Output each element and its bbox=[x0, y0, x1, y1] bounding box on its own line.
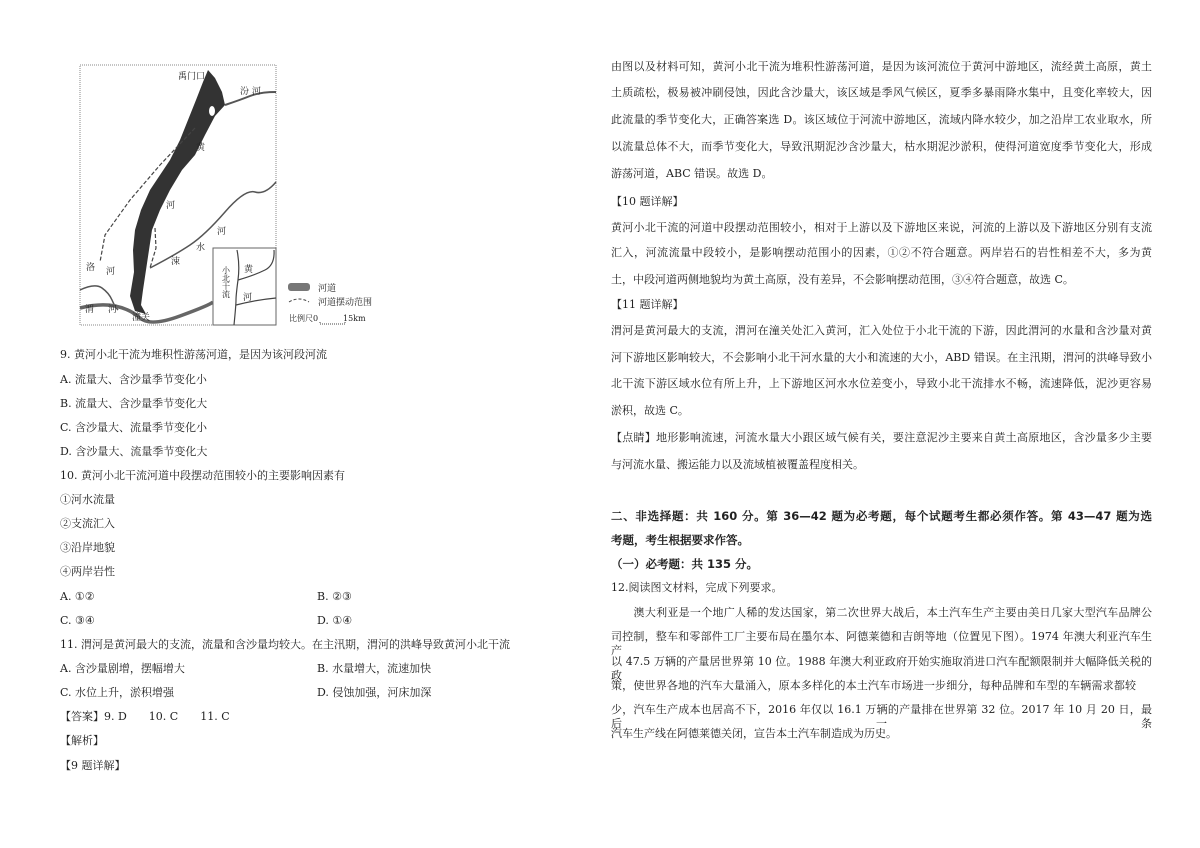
q10-item-4: ④两岸岩性 bbox=[60, 565, 115, 578]
label-inset-he: 河 bbox=[243, 293, 253, 303]
q11-option-b: B. 水量增大，流速加快 bbox=[317, 662, 432, 675]
tip-line: 【点睛】地形影响流速，河流水量大小跟区域气候有关，要注意泥沙主要来自黄土高原地区，含沙量多少主要 bbox=[611, 431, 1152, 444]
q9-explanation-line: 土质疏松，极易被冲刷侵蚀，因此含沙量大，该区域是季风气候区，夏季多暴雨降水集中，且变化率较大，因 bbox=[611, 86, 1152, 99]
q12-material-line: 汽车生产线在阿德莱德关闭，宣告本土汽车制造成为历史。 bbox=[611, 727, 897, 740]
legend-scale-label: 比例尺0 bbox=[289, 314, 319, 323]
legend-channel-swatch bbox=[288, 283, 310, 291]
q12-material-line: 澳大利亚是一个地广人稀的发达国家，第二次世界大战后，本土汽车生产主要由美日几家大型汽车品牌公 bbox=[611, 606, 1152, 619]
legend-swing-swatch bbox=[289, 299, 309, 302]
label-su: 涑 bbox=[171, 257, 181, 267]
q9-option-c: C. 含沙量大、流量季节变化小 bbox=[60, 421, 208, 434]
q9-detail-heading: 【9 题详解】 bbox=[60, 759, 126, 772]
label-huang: 黄 bbox=[196, 143, 206, 153]
answer-key: 【答案】9. D 10. C 11. C bbox=[60, 710, 230, 723]
q9-option-a: A. 流量大、含沙量季节变化小 bbox=[60, 373, 207, 386]
q10-option-d: D. ①④ bbox=[317, 614, 353, 627]
label-wei: 渭 bbox=[85, 305, 95, 315]
q9-explanation-line: 由图以及材料可知，黄河小北干流为堆积性游荡河道，是因为该河流位于黄河中游地区，流经黄土高原，黄土 bbox=[611, 60, 1152, 73]
section-heading: 考题，考生根据要求作答。 bbox=[611, 533, 749, 547]
q11-option-d: D. 侵蚀加强，河床加深 bbox=[317, 686, 432, 699]
question-10: 10. 黄河小北干流河道中段摆动范围较小的主要影响因素有 bbox=[60, 469, 345, 482]
q9-explanation-line: 游荡河道，ABC 错误。故选 D。 bbox=[611, 167, 773, 180]
q12-material-line: 以 47.5 万辆的产量居世界第 10 位。1988 年澳大利亚政府开始实施取消进口汽车配额限制并大幅降低关税的政 bbox=[611, 655, 1152, 682]
q11-explanation-line: 北干流下游区域水位有所上升，上下游地区河水水位差变小，导致小北干流排水不畅，流速降低，泥沙更容易 bbox=[611, 377, 1152, 390]
q10-detail-heading: 【10 题详解】 bbox=[611, 195, 684, 208]
label-luo: 洛 bbox=[86, 263, 96, 273]
label-he: 河 bbox=[217, 227, 227, 237]
q10-explanation-line: 土，中段河道两侧地貌均为黄土高原，没有差异，不会影响摆动范围，③④符合题意，故选 C。 bbox=[611, 273, 1074, 286]
label-he: 河 bbox=[166, 201, 176, 211]
q9-explanation-line: 此流量的季节变化大，正确答案选 D。该区域位于河流中游地区，流域内降水较少，加之沿岸工农业取水，所 bbox=[611, 113, 1152, 126]
q10-item-2: ②支流汇入 bbox=[60, 517, 115, 530]
question-9: 9. 黄河小北干流为堆积性游荡河道，是因为该河段河流 bbox=[60, 348, 327, 361]
label-inset-xiaobeiganliu: 小北干流 bbox=[221, 266, 231, 298]
label-shui: 水 bbox=[196, 243, 206, 253]
q9-explanation-line: 以流量总体不大，而季节变化大，导致汛期泥沙含沙量大，枯水期泥沙淤积，使得河道宽度季节变化大，形成 bbox=[611, 140, 1152, 153]
q11-option-c: C. 水位上升，淤积增强 bbox=[60, 686, 175, 699]
q11-explanation-line: 渭河是黄河最大的支流，渭河在潼关处汇入黄河，汇入处位于小北干流的下游，因此渭河的水量和含沙量对黄 bbox=[611, 324, 1152, 337]
label-luo-he: 河 bbox=[106, 267, 116, 277]
yellow-river-map bbox=[0, 0, 400, 340]
q10-option-b: B. ②③ bbox=[317, 590, 352, 603]
label-wei-he: 河 bbox=[108, 305, 118, 315]
q12-material-line: 策，使世界各地的汽车大量涌入，原本多样化的本土汽车市场进一步细分，每种品牌和车型的车辆需求都较 bbox=[611, 679, 1136, 692]
subsection-heading: （一）必考题：共 135 分。 bbox=[611, 557, 759, 571]
scale-bar bbox=[320, 322, 345, 324]
q11-explanation-line: 淤积，故选 C。 bbox=[611, 404, 689, 417]
q12-material-line: 司控制，整车和零部件工厂主要布局在墨尔本、阿德莱德和吉朗等地（位置见下图）。1974 年澳大利亚汽车生产 bbox=[611, 630, 1152, 657]
label-yumenkou: 禹门口 bbox=[178, 72, 206, 82]
q10-option-c: C. ③④ bbox=[60, 614, 95, 627]
section-heading: 二、非选择题：共 160 分。第 36—42 题为必考题，每个试题考生都必须作答。第 43—47 题为选 bbox=[611, 509, 1152, 523]
q10-item-3: ③沿岸地貌 bbox=[60, 541, 115, 554]
q11-option-a: A. 含沙量剧增，摆幅增大 bbox=[60, 662, 185, 675]
q10-item-1: ①河水流量 bbox=[60, 493, 115, 506]
analysis-heading: 【解析】 bbox=[60, 734, 104, 747]
q11-detail-heading: 【11 题详解】 bbox=[611, 298, 684, 311]
q10-explanation-line: 汇入，河流流量中段较小，是影响摆动范围小的因素，①②不符合题意。两岸岩石的岩性相差不大，多为黄 bbox=[611, 246, 1152, 259]
q12-material-line: 少，汽车生产成本也居高不下，2016 年仅以 16.1 万辆的产量排在世界第 32 位。2017 年 10 月 20 日，最后一条 bbox=[611, 703, 1152, 730]
q10-explanation-line: 黄河小北干流的河道中段摆动范围较小，相对于上游以及下游地区来说，河流的上游以及下游地区分别有支流 bbox=[611, 221, 1152, 234]
tip-line: 与河流水量、搬运能力以及流域植被覆盖程度相关。 bbox=[611, 458, 864, 471]
legend-scale-value: 15km bbox=[343, 314, 366, 323]
question-11: 11. 渭河是黄河最大的支流，流量和含沙量均较大。在主汛期，渭河的洪峰导致黄河小北干流 bbox=[60, 638, 510, 651]
legend-swing-label: 河道摆动范围 bbox=[318, 298, 373, 308]
q10-option-a: A. ①② bbox=[60, 590, 95, 603]
label-inset-huang: 黄 bbox=[244, 265, 254, 275]
question-12: 12.阅读图文材料，完成下列要求。 bbox=[611, 581, 783, 594]
label-tongguan: 潼关 bbox=[132, 313, 151, 323]
q9-option-b: B. 流量大、含沙量季节变化大 bbox=[60, 397, 208, 410]
label-fen-river: 汾 河 bbox=[240, 87, 261, 97]
q11-explanation-line: 河下游地区影响较大，不会影响小北干河水量的大小和流速的大小，ABD 错误。在主汛期，渭河的洪峰导致小 bbox=[611, 351, 1152, 364]
q9-option-d: D. 含沙量大、流量季节变化大 bbox=[60, 445, 208, 458]
legend-channel-label: 河道 bbox=[318, 284, 337, 294]
